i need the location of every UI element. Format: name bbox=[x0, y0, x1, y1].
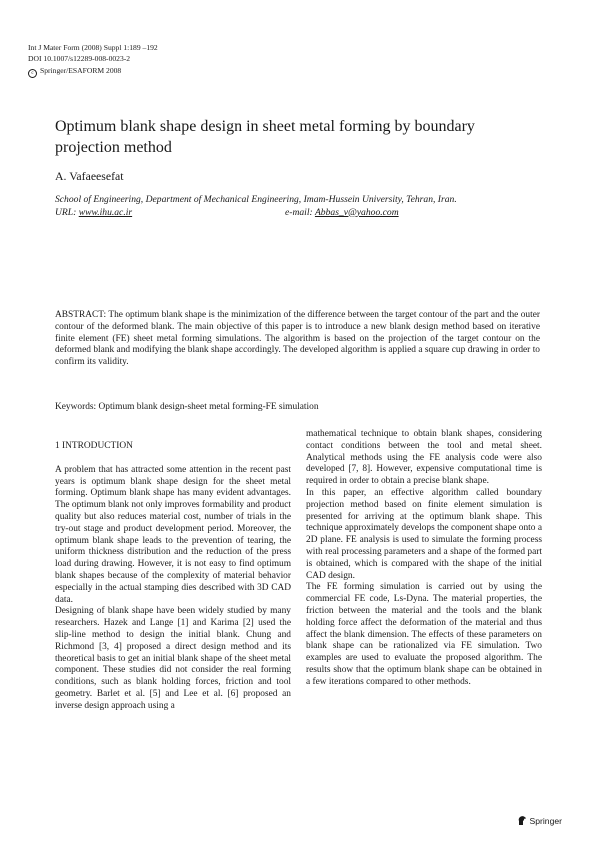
url-group bbox=[55, 207, 132, 220]
email-label: e-mail: bbox=[285, 206, 315, 218]
contact-row bbox=[55, 207, 555, 220]
doi: DOI 10.1007/s12289-008-0023-2 bbox=[28, 54, 131, 64]
url-link[interactable]: www.ihu.ac.ir bbox=[78, 206, 133, 218]
paragraph: Designing of blank shape have been widely studied by many researchers. Hazek and Lange [1] and Karima [2] used the slip-line method to design the initial blank. Chung and Richmond [3, 4] proposed a direct design method and its theoretical basis to get an initial blank shape of the sheet metal component. These studies did not consider the real forming conditions, such as blank holding forces, friction and tool geometry. Barlet et al. [5] and Lee et al. [6] proposed an inverse design approach using a bbox=[55, 606, 291, 711]
springer-horse-logo-icon bbox=[517, 815, 527, 826]
paper-title: Optimum blank shape design in sheet metal forming by boundary projection method bbox=[55, 118, 475, 156]
journal-header bbox=[28, 42, 158, 78]
publisher-name: Springer bbox=[529, 815, 562, 826]
keywords: Keywords: Optimum blank design-sheet metal forming-FE simulation bbox=[55, 402, 319, 412]
right-column bbox=[306, 429, 542, 689]
paragraph: A problem that has attracted some attention in the recent past years is optimum blank shape design for the sheet metal forming. Optimum blank shape has many evident advantages. The optimum blank not only improves formability and product quality but also reduces material cost, number of trials in the try-out stage and product development period. Moreover, the optimum blank shape leads to the prevention of tearing, the uniform thickness distribution and the reduction of the press load during drawing. However, it is not easy to find optimum blank shapes because of the complexity of material behavior especially in the actual stamping dies described with 3D CAD data. bbox=[55, 464, 291, 605]
abstract: ABSTRACT: The optimum blank shape is the minimization of the difference between the target contour of the part and the outer contour of the deformed blank. The main objective of this paper is to introduce a new blank design method based on iterative finite element (FE) sheet metal forming simulations. The algorithm is based on the projection of the target contour on the deformed blank and modifying the blank shape accordingly. The developed algorithm is applied a square cup drawing in order to confirm its validity. bbox=[55, 310, 540, 368]
affiliation-line: School of Engineering, Department of Mechanical Engineering, Imam-Hussein University, Tehran, Iran. bbox=[55, 194, 457, 205]
copyright-text: Springer/ESAFORM 2008 bbox=[40, 65, 122, 75]
affiliation bbox=[55, 194, 555, 220]
paragraph: The FE forming simulation is carried out by using the commercial FE code, Ls-Dyna. The material properties, the friction between the material and the tools and the blank holding force affect the deformation of the material and thus affect the blank dimension. The effects of these parameters on blank shape can be rationalized via FE simulation. Two examples are used to evaluate the proposed algorithm. The results show that the optimum blank shape can be obtained in a few iterations compared to other methods. bbox=[306, 582, 542, 687]
email-group bbox=[285, 207, 399, 220]
copyright-line bbox=[28, 65, 158, 78]
section-heading-introduction: 1 INTRODUCTION bbox=[55, 441, 133, 451]
left-column bbox=[55, 429, 291, 713]
email-link[interactable]: Abbas_v@yahoo.com bbox=[314, 206, 399, 218]
url-label: URL: bbox=[55, 206, 79, 218]
copyright-icon: c bbox=[28, 69, 37, 78]
publisher-footer bbox=[517, 815, 562, 826]
author-name: A. Vafaeesefat bbox=[55, 169, 124, 183]
journal-citation: Int J Mater Form (2008) Suppl 1:189 –192 bbox=[28, 43, 158, 52]
paragraph: mathematical technique to obtain blank shapes, considering contact conditions between the tool and metal sheet. Analytical methods using the FE analysis code were also developed [7, 8]. However, expensive computational time is required in order to obtain a precise blank shape. bbox=[306, 429, 542, 487]
paragraph: In this paper, an effective algorithm called boundary projection method based on finite element simulation is presented for arriving at the optimum blank shape. This technique approximately develops the component shape onto a 2D plane. FE analysis is used to simulate the forming process with real processing parameters and a shape of the formed part is obtained, which is compared with the shape of the initial CAD design. bbox=[306, 487, 542, 581]
